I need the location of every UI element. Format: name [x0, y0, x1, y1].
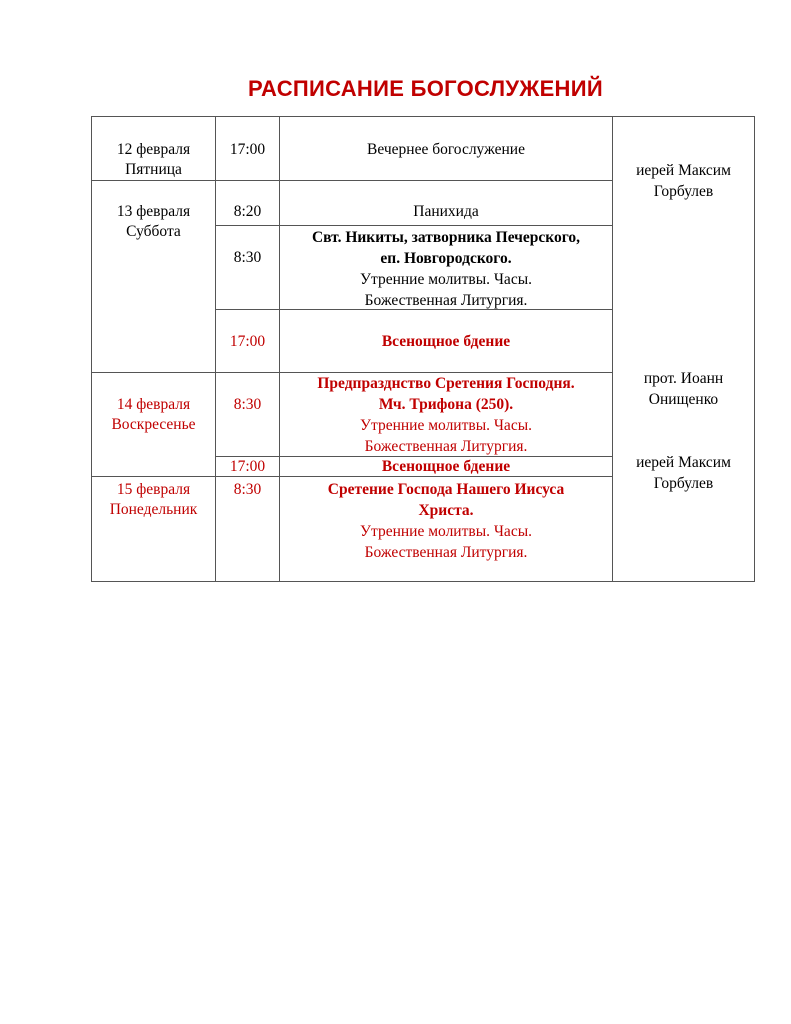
service-name: Божественная Литургия.	[364, 544, 528, 561]
service-time: 17:00	[229, 141, 266, 158]
service-name: Божественная Литургия.	[364, 292, 528, 309]
service-name: Божественная Литургия.	[364, 438, 528, 455]
clergy-cell	[613, 160, 754, 202]
feast-name: Сретение Господа Нашего Иисуса	[327, 481, 565, 498]
service-time: 8:30	[233, 249, 262, 266]
service-cell	[280, 202, 612, 222]
feast-name: еп. Новгородского.	[380, 250, 512, 267]
clergy-name: Онищенко	[648, 391, 719, 408]
clergy-name: иерей Максим	[636, 162, 731, 179]
clergy-cell	[613, 452, 754, 494]
day-weekday: Понедельник	[109, 501, 198, 518]
service-name: Всенощное бдение	[381, 458, 511, 475]
day-cell	[92, 395, 215, 435]
service-cell	[280, 373, 612, 457]
day-date: 15 февраля	[116, 481, 191, 498]
clergy-name: прот. Иоанн	[643, 370, 724, 387]
row-divider	[215, 225, 612, 226]
service-time: 8:30	[233, 396, 262, 413]
clergy-name: Горбулев	[653, 183, 714, 200]
day-cell	[92, 202, 215, 242]
feast-name: Мч. Трифона (250).	[378, 396, 514, 413]
service-name: Всенощное бдение	[381, 333, 511, 350]
day-cell	[92, 140, 215, 180]
day-date: 12 февраля	[116, 141, 191, 158]
day-weekday: Воскресенье	[111, 416, 196, 433]
service-time: 17:00	[229, 458, 266, 475]
service-name: Утренние молитвы. Часы.	[360, 417, 532, 434]
day-weekday: Пятница	[125, 161, 182, 178]
service-cell	[280, 332, 612, 352]
day-date: 13 февраля	[116, 203, 191, 220]
service-cell	[280, 140, 612, 160]
clergy-name: иерей Максим	[636, 454, 731, 471]
feast-name: Свт. Никиты, затворника Печерского,	[311, 229, 581, 246]
row-divider	[92, 180, 612, 181]
day-cell	[92, 480, 215, 520]
schedule-table	[91, 116, 755, 582]
service-time: 8:30	[233, 481, 262, 498]
day-date: 14 февраля	[116, 396, 191, 413]
service-cell	[280, 227, 612, 311]
day-weekday: Суббота	[126, 223, 181, 240]
service-name: Утренние молитвы. Часы.	[360, 271, 532, 288]
feast-name: Христа.	[418, 502, 474, 519]
service-time: 17:00	[229, 333, 266, 350]
service-cell	[280, 479, 612, 563]
clergy-cell	[613, 368, 754, 410]
feast-name: Предпразднство Сретения Господня.	[317, 375, 575, 392]
service-cell	[280, 457, 612, 477]
service-time: 8:20	[233, 203, 262, 220]
service-name: Вечернее богослужение	[367, 141, 525, 158]
page-title: РАСПИСАНИЕ БОГОСЛУЖЕНИЙ	[248, 76, 603, 101]
clergy-name: Горбулев	[653, 475, 714, 492]
service-name: Панихида	[413, 203, 479, 220]
service-name: Утренние молитвы. Часы.	[360, 523, 532, 540]
